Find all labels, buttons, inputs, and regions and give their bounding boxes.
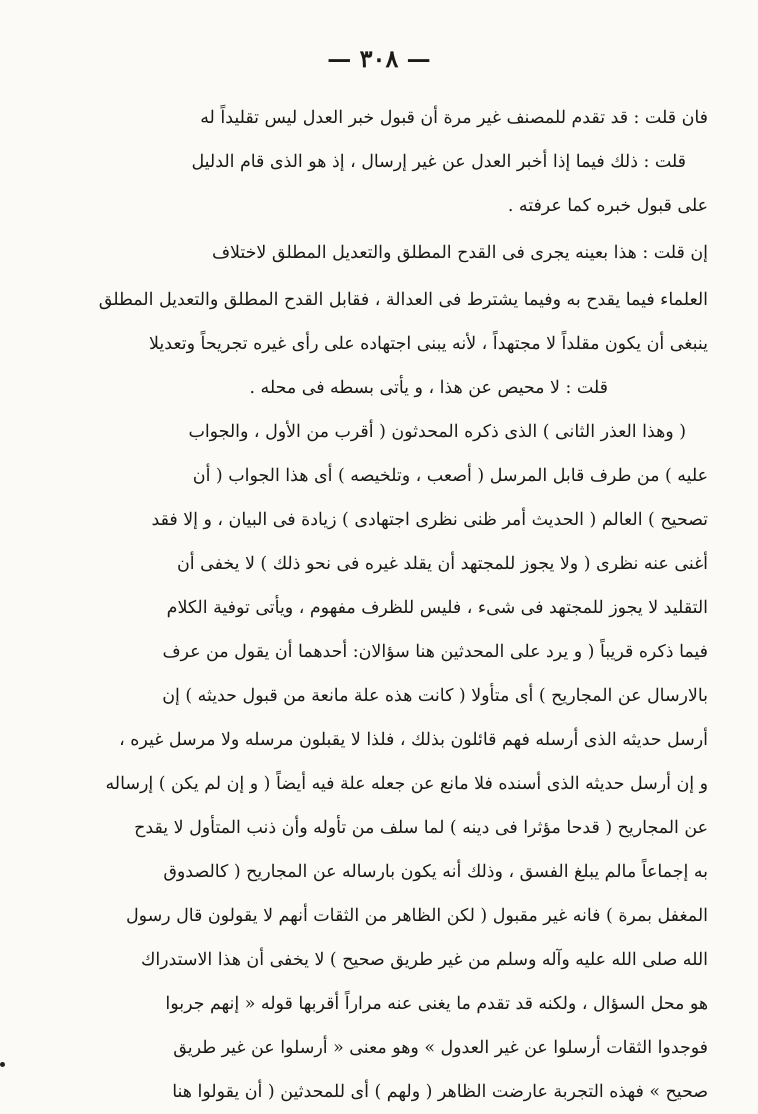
text-line: التقليد لا يجوز للمجتهد فى شىء ، فليس للظرف مفهوم ، ويأتى توفية الكلام [166, 598, 708, 618]
text-line: فان قلت : قد تقدم للمصنف غير مرة أن قبول خبر العدل ليس تقليداً له [200, 108, 708, 128]
text-line: فوجدوا الثقات أرسلوا عن غير العدول » وهو معنى « أرسلوا عن غير طريق [173, 1038, 708, 1058]
text-line: أرسل حديثه الذى أرسله فهم قائلون بذلك ، فلذا لا يقبلون مرسله ولا مرسل غيره ، [119, 730, 708, 750]
text-line: الله صلى الله عليه وآله وسلم من غير طريق صحيح ) لا يخفى أن هذا الاستدراك [140, 950, 708, 970]
text-block [96, 96, 708, 1114]
text-line: أغنى عنه نظرى ( ولا يجوز للمجتهد أن يقلد غيره فى نحو ذلك ) لا يخفى أن [176, 554, 708, 574]
text-line: على قبول خبره كما عرفته . [507, 196, 708, 216]
margin-dot [0, 1062, 5, 1067]
text-line: به إجماعاً مالم يبلغ الفسق ، وذلك أنه يكون بارساله عن المجاريح ( كالصدوق [163, 862, 708, 882]
text-line: قلت : لا محيص عن هذا ، و يأتى بسطه فى محله . [249, 378, 608, 398]
text-line: و إن أرسل حديثه الذى أسنده فلا مانع عن جعله علة فيه أيضاً ( و إن لم يكن ) إرساله [105, 774, 708, 794]
text-line: المغفل بمرة ) فانه غير مقبول ( لكن الظاهر من الثقات أنهم لا يقولون قال رسول [125, 906, 708, 926]
text-line: ( وهذا العذر الثانى ) الذى ذكره المحدثون ( أقرب من الأول ، والجواب [188, 422, 686, 442]
text-line: عليه ) من طرف قابل المرسل ( أصعب ، وتلخيصه ) أى هذا الجواب ( أن [192, 466, 708, 486]
text-line: فيما ذكره قريباً ( و يرد على المحدثين هنا سؤالان: أحدهما أن يقول من عرف [162, 642, 708, 662]
page-number: — ٣٠٨ — [327, 44, 431, 73]
text-line: بالارسال عن المجاريح ) أى متأولا ( كانت هذه علة مانعة من قبول حديثه ) إن [162, 686, 708, 706]
text-line: العلماء فيما يقدح به وفيما يشترط فى العدالة ، فقابل القدح المطلق والتعديل المطلق [98, 290, 708, 310]
text-line: قلت : ذلك فيما إذا أخبر العدل عن غير إرسال ، إذ هو الذى قام الدليل [191, 152, 686, 172]
text-line: عن المجاريح ( قدحا مؤثرا فى دينه ) لما سلف من تأوله وأن ذنب المتأول لا يقدح [134, 818, 708, 838]
text-line: ينبغى أن يكون مقلداً لا مجتهداً ، لأنه يبنى اجتهاده على رأى غيره تجريحاً وتعديلا [149, 334, 708, 354]
text-line: تصحيح ) العالم ( الحديث أمر ظنى نظرى اجتهادى ) زيادة فى البيان ، و إلا فقد [151, 510, 708, 530]
text-line: هو محل السؤال ، ولكنه قد تقدم ما يغنى عنه مراراً أقربها قوله « إنهم جربوا [165, 994, 708, 1014]
text-line: إن قلت : هذا بعينه يجرى فى القدح المطلق والتعديل المطلق لاختلاف [211, 243, 708, 263]
text-line: صحيح » فهذه التجربة عارضت الظاهر ( ولهم ) أى للمحدثين ( أن يقولوا هنا [172, 1082, 708, 1102]
